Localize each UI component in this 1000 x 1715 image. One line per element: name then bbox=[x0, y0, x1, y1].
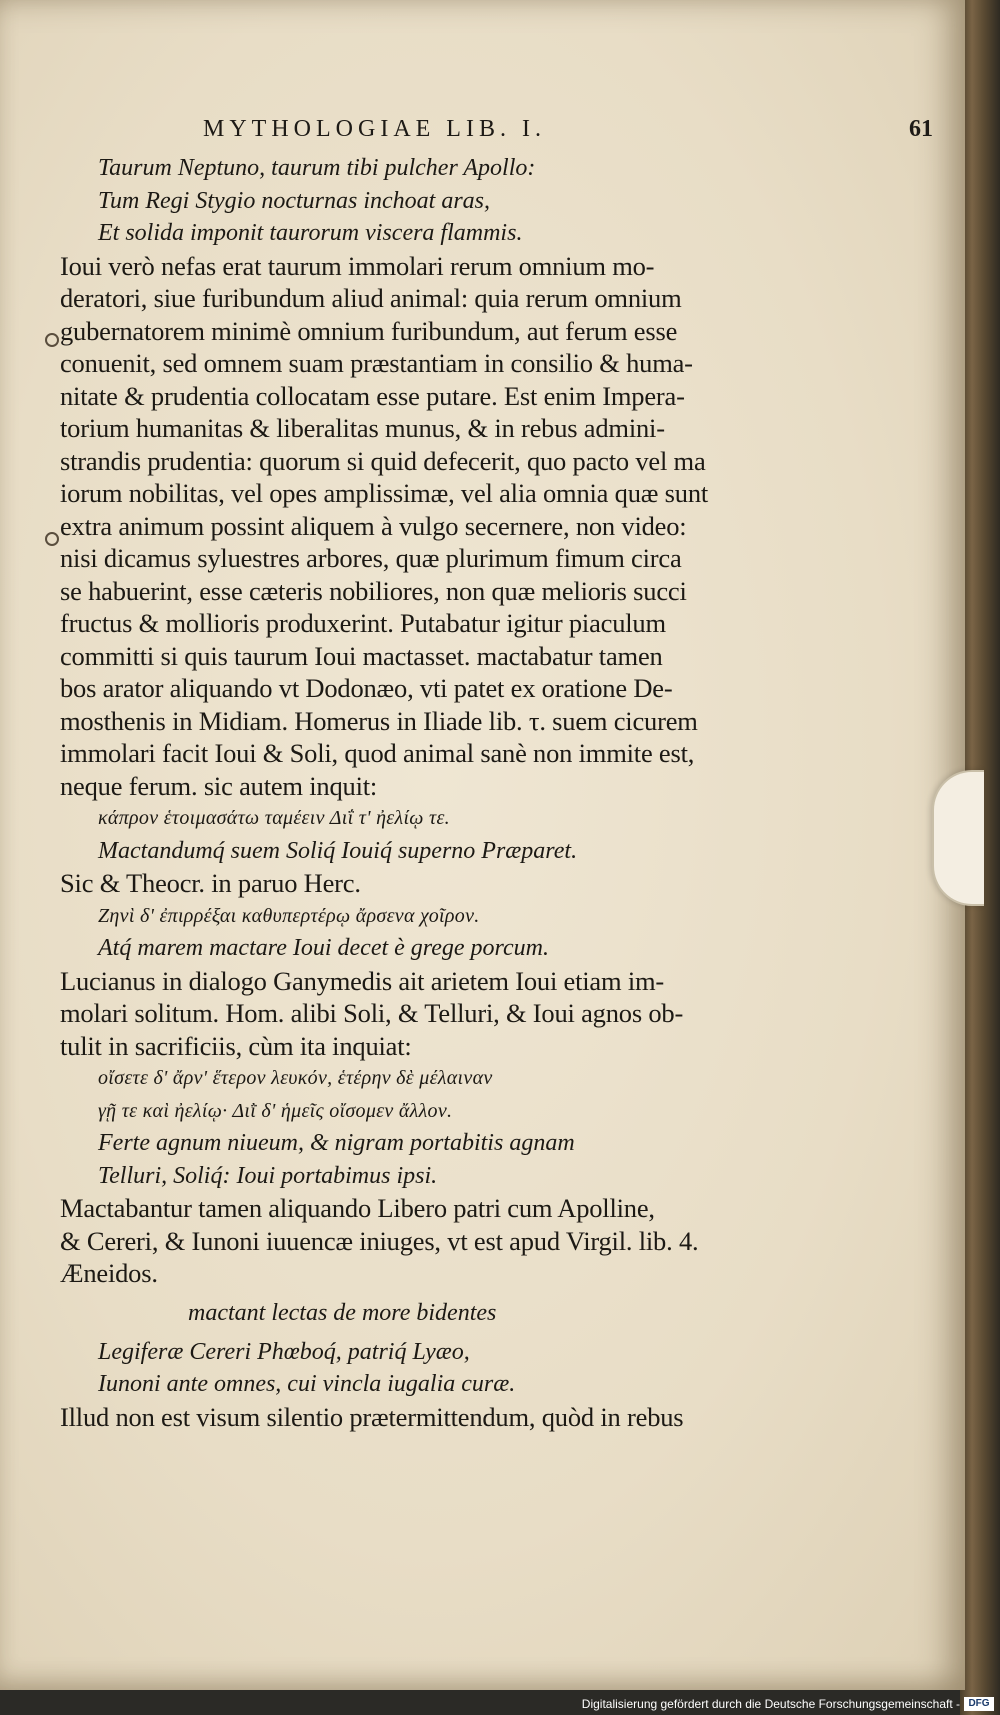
prose-line: torium humanitas & liberalitas munus, & in rebus admini- bbox=[60, 413, 665, 443]
prose-line: Sic & Theocr. in paruo Herc. bbox=[60, 868, 361, 898]
prose-line: committi si quis taurum Ioui mactasset. mactabatur tamen bbox=[60, 640, 663, 671]
prose-line: molari solitum. Hom. alibi Soli, & Telluri, & Ioui agnos ob- bbox=[60, 998, 684, 1028]
prose-line: mosthenis in Midiam. Homerus in Iliade lib. τ. suem cicurem bbox=[60, 705, 698, 736]
greek-verse-line: Ζηνὶ δ' ἐπιρρέξαι καθυπερτέρῳ ἄρσενα χοῖρον. bbox=[98, 904, 480, 927]
folio-number: 61 bbox=[909, 116, 933, 142]
greek-verse-line: κάπρον ἑτοιμασάτω ταμέειν Διΐ τ' ἠελίῳ τε. bbox=[98, 807, 450, 829]
prose-line: deratori, siue furibundum aliud animal: quia rerum omnium bbox=[60, 283, 682, 313]
prose-line: Illud non est visum silentio prætermittendum, quòd in rebus bbox=[60, 1401, 684, 1432]
prose-line: strandis prudentia: quorum si quid defecerit, quo pacto vel ma bbox=[60, 445, 706, 476]
latin-verse-line: Tum Regi Stygio nocturnas inchoat aras, bbox=[98, 187, 490, 214]
prose-line: fructus & mollioris produxerint. Putabatur igitur piaculum bbox=[60, 608, 666, 638]
prose-line: Lucianus in dialogo Ganymedis ait arietem Ioui etiam im- bbox=[60, 965, 665, 996]
latin-verse-line: Ferte agnum niueum, & nigram portabitis agnam bbox=[98, 1130, 575, 1156]
greek-verse-line: οἴσετε δ' ἄρν' ἕτερον λευκόν, ἑτέρην δὲ μέλαιναν bbox=[98, 1067, 493, 1089]
latin-verse-line: Taurum Neptuno, taurum tibi pulcher Apollo: bbox=[98, 155, 536, 181]
prose-line: tulit in sacrificiis, cùm ita inquiat: bbox=[60, 1030, 412, 1061]
latin-verse-line: Atq́ marem mactare Ioui decet è grege porcum. bbox=[98, 935, 549, 961]
prose-line: neque ferum. sic autem inquit: bbox=[60, 770, 378, 801]
prose-line: extra animum possint aliquem à vulgo secernere, non video: bbox=[60, 510, 687, 541]
greek-verse-line: γῇ τε καὶ ἠελίῳ· Διῒ δ' ἡμεῖς οἴσομεν ἄλλον. bbox=[98, 1099, 453, 1122]
latin-verse-line: Legiferæ Cereri Phœboq́, patriq́ Lyæo, bbox=[98, 1338, 470, 1365]
latin-verse-line: Et solida imponit taurorum viscera flammis. bbox=[98, 220, 523, 246]
prose-line: Mactabantur tamen aliquando Libero patri cum Apolline, bbox=[60, 1193, 655, 1223]
prose-line: bos arator aliquando vt Dodonæo, vti patet ex oratione De- bbox=[60, 673, 673, 703]
latin-verse-line: Telluri, Soliq́: Ioui portabimus ipsi. bbox=[98, 1162, 438, 1189]
running-title: MYTHOLOGIAE LIB. I. bbox=[203, 116, 546, 142]
prose-line: se habuerint, esse cæteris nobiliores, non quæ melioris succi bbox=[60, 575, 687, 606]
prose-line: Æneidos. bbox=[60, 1258, 158, 1288]
prose-line: & Cereri, & Iunoni iuuencæ iniuges, vt est apud Virgil. lib. 4. bbox=[60, 1225, 699, 1256]
latin-verse-line: Mactandumq́ suem Soliq́ Iouiq́ superno Præparet. bbox=[98, 837, 578, 864]
prose-line: gubernatorem minimè omnium furibundum, aut ferum esse bbox=[60, 315, 678, 346]
latin-verse-line: Iunoni ante omnes, cui vincla iugalia curæ. bbox=[98, 1371, 516, 1397]
prose-line: conuenit, sed omnem suam præstantiam in consilio & huma- bbox=[60, 348, 693, 378]
prose-line: nisi dicamus syluestres arbores, quæ plurimum fimum circa bbox=[60, 543, 682, 573]
page-tab-marker bbox=[932, 770, 984, 906]
footer-credit: Digitalisierung gefördert durch die Deutsche Forschungsgemeinschaft - bbox=[581, 1697, 960, 1711]
margin-mark-icon bbox=[45, 532, 59, 546]
dfg-logo: DFG bbox=[964, 1697, 994, 1711]
prose-line: Ioui verò nefas erat taurum immolari rerum omnium mo- bbox=[60, 250, 655, 281]
prose-line: iorum nobilitas, vel opes amplissimæ, vel alia omnia quæ sunt bbox=[60, 478, 709, 508]
latin-verse-line: mactant lectas de more bidentes bbox=[188, 1299, 497, 1326]
prose-line: nitate & prudentia collocatam esse putare. Est enim Impera- bbox=[60, 380, 685, 411]
digitization-footer bbox=[0, 1695, 1000, 1715]
running-header bbox=[203, 112, 933, 152]
margin-mark-icon bbox=[45, 333, 59, 347]
text-body bbox=[60, 152, 780, 1433]
prose-line: immolari facit Ioui & Soli, quod animal sanè non immite est, bbox=[60, 738, 695, 768]
